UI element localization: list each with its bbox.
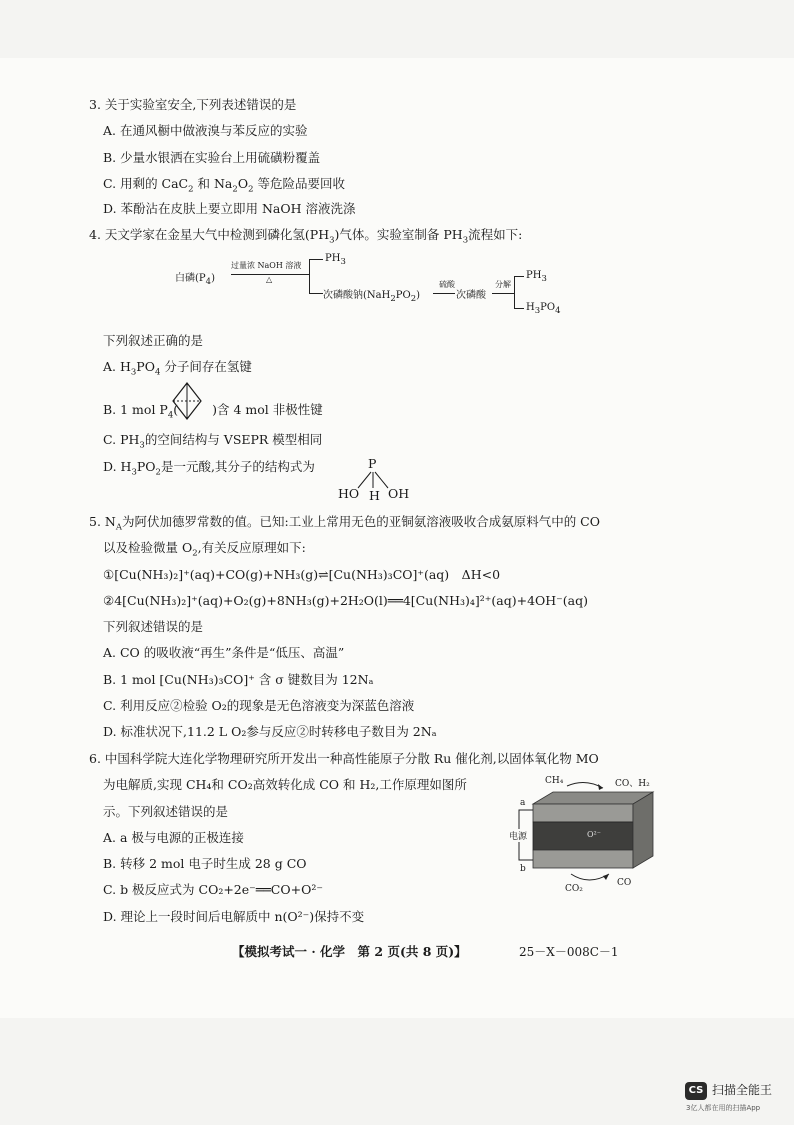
flow-arrow-2 bbox=[433, 293, 455, 294]
q5-option-c: C. 利用反应②检验 O₂的现象是无色溶液变为深蓝色溶液 bbox=[103, 698, 415, 713]
flow-reagent-decompose: 分解 bbox=[495, 280, 511, 289]
flow-reagent-naoh: 过量浓 NaOH 溶液 bbox=[231, 261, 302, 270]
fig-co2-label: CO₂ bbox=[565, 884, 583, 894]
page-footer: 【模拟考试一 · 化学 第 2 页(共 8 页)】 bbox=[232, 944, 467, 959]
camscanner-name: 扫描全能王 bbox=[712, 1083, 773, 1097]
q6-option-a: A. a 极与电源的正极连接 bbox=[103, 830, 244, 845]
fig-power-source: 电源 bbox=[509, 829, 527, 842]
q5-reaction-2: ②4[Cu(NH₃)₂]⁺(aq)+O₂(g)+8NH₃(g)+2H₂O(l)══4[Cu(NH₃)₄]²⁺(aq)+4OH⁻(aq) bbox=[103, 593, 588, 608]
q5-option-b: B. 1 mol [Cu(NH₃)₃CO]⁺ 含 σ 键数目为 12Nₐ bbox=[103, 672, 374, 687]
q4-stem: 4. 天文学家在金星大气中检测到磷化氢$(PH_3)$气体。实验室制备 $PH_3$流程如下: bbox=[89, 227, 523, 246]
q5-reaction-1: ①[Cu(NH₃)₂]⁺(aq)+CO(g)+NH₃(g)⇌[Cu(NH₃)₃CO]⁺(aq) ΔH<0 bbox=[103, 567, 501, 582]
q3-stem: 3. 关于实验室安全,下列表述错误的是 bbox=[89, 97, 297, 112]
q6-stem-line1: 6. 中国科学院大连化学物理研究所开发出一种高性能原子分散 Ru 催化剂,以固体氧化物 MO bbox=[89, 751, 599, 766]
flow-sodium-hypophosphite: 次磷酸钠$(NaH_2PO_2)$ bbox=[323, 290, 421, 304]
q3-option-a: A. 在通风橱中做液溴与苯反应的实验 bbox=[103, 123, 308, 138]
struct-h: H bbox=[369, 488, 380, 503]
flow-white-phosphorus: 白磷$(P_4)$ bbox=[175, 273, 215, 287]
q5-stem-line2: 以及检验微量 $O_2$,有关反应原理如下: bbox=[103, 540, 306, 559]
flow-heat: △ bbox=[266, 275, 273, 284]
q4-option-d: D. $H_3PO_2$是一元酸,其分子的结构式为 bbox=[103, 459, 315, 478]
fig-oxide-ion: O²⁻ bbox=[587, 830, 601, 839]
fig-co-label: CO bbox=[617, 878, 632, 888]
q3-option-d: D. 苯酚沾在皮肤上要立即用 NaOH 溶液洗涤 bbox=[103, 201, 356, 216]
fig-electrode-b: b bbox=[520, 864, 526, 874]
q6-stem-line2: 为电解质,实现 CH₄和 CO₂高效转化成 CO 和 H₂,工作原理如图所 bbox=[103, 777, 467, 792]
fig-electrode-a: a bbox=[520, 798, 526, 808]
q6-option-d: D. 理论上一段时间后电解质中 n(O²⁻)保持不变 bbox=[103, 909, 365, 924]
struct-p: P bbox=[368, 456, 377, 471]
flow-product-h3po4: $H_3PO_4$ bbox=[526, 302, 561, 316]
q4-option-c: C. $PH_3$的空间结构与 VSEPR 模型相同 bbox=[103, 432, 323, 451]
q3-option-c: C. 用剩的 CaC$_2$ 和 $Na_2O_2$ 等危险品要回收 bbox=[103, 176, 345, 195]
q4-option-b: B. 1 mol $P_4$( )含 4 mol 非极性键 bbox=[103, 402, 323, 421]
struct-ho: HO bbox=[338, 486, 360, 501]
flow-hypophosphorous-acid: 次磷酸 bbox=[456, 290, 486, 301]
exam-code: 25－X－008C－1 bbox=[519, 945, 619, 959]
flow-product-ph3: $PH_3$ bbox=[526, 270, 547, 284]
q6-stem-line3: 示。下列叙述错误的是 bbox=[103, 804, 229, 819]
q4-flow-diagram bbox=[175, 253, 575, 321]
p4-tetrahedron-icon bbox=[170, 381, 204, 421]
q5-lead: 下列叙述错误的是 bbox=[103, 619, 204, 634]
flow-reagent-sulfuric: 硫酸 bbox=[439, 280, 455, 289]
q5-option-d: D. 标准状况下,11.2 L O₂参与反应②时转移电子数目为 2Nₐ bbox=[103, 724, 437, 739]
flow-arrow-3 bbox=[492, 293, 514, 294]
struct-oh: OH bbox=[388, 486, 410, 501]
q3-option-b: B. 少量水银洒在实验台上用硫磺粉覆盖 bbox=[103, 150, 321, 165]
flow-branch-2 bbox=[514, 276, 515, 308]
flow-branch-1 bbox=[309, 259, 310, 293]
h3po2-structure bbox=[338, 456, 418, 506]
exam-page bbox=[0, 58, 794, 1018]
camscanner-logo-icon: CS bbox=[685, 1082, 707, 1100]
q4-lead: 下列叙述正确的是 bbox=[103, 333, 204, 348]
q5-option-a: A. CO 的吸收液“再生”条件是“低压、高温” bbox=[103, 645, 345, 660]
flow-ph3-top: $PH_3$ bbox=[325, 253, 346, 267]
fig-co-h2-label: CO、H₂ bbox=[615, 779, 650, 789]
q6-option-c: C. b 极反应式为 CO₂+2e⁻══CO+O²⁻ bbox=[103, 882, 323, 897]
q6-option-b: B. 转移 2 mol 电子时生成 28 g CO bbox=[103, 856, 307, 871]
q4-option-a: A. $H_3PO_4$ 分子间存在氢键 bbox=[103, 359, 252, 378]
fig-ch4-label: CH₄ bbox=[545, 776, 564, 786]
q5-stem-line1: 5. $N_A$为阿伏加德罗常数的值。已知:工业上常用无色的亚铜氨溶液吸收合成氨原料气中的 CO bbox=[89, 514, 600, 533]
camscanner-tagline: 3亿人都在用的扫描App bbox=[686, 1104, 761, 1112]
electrolysis-figure bbox=[505, 776, 670, 906]
